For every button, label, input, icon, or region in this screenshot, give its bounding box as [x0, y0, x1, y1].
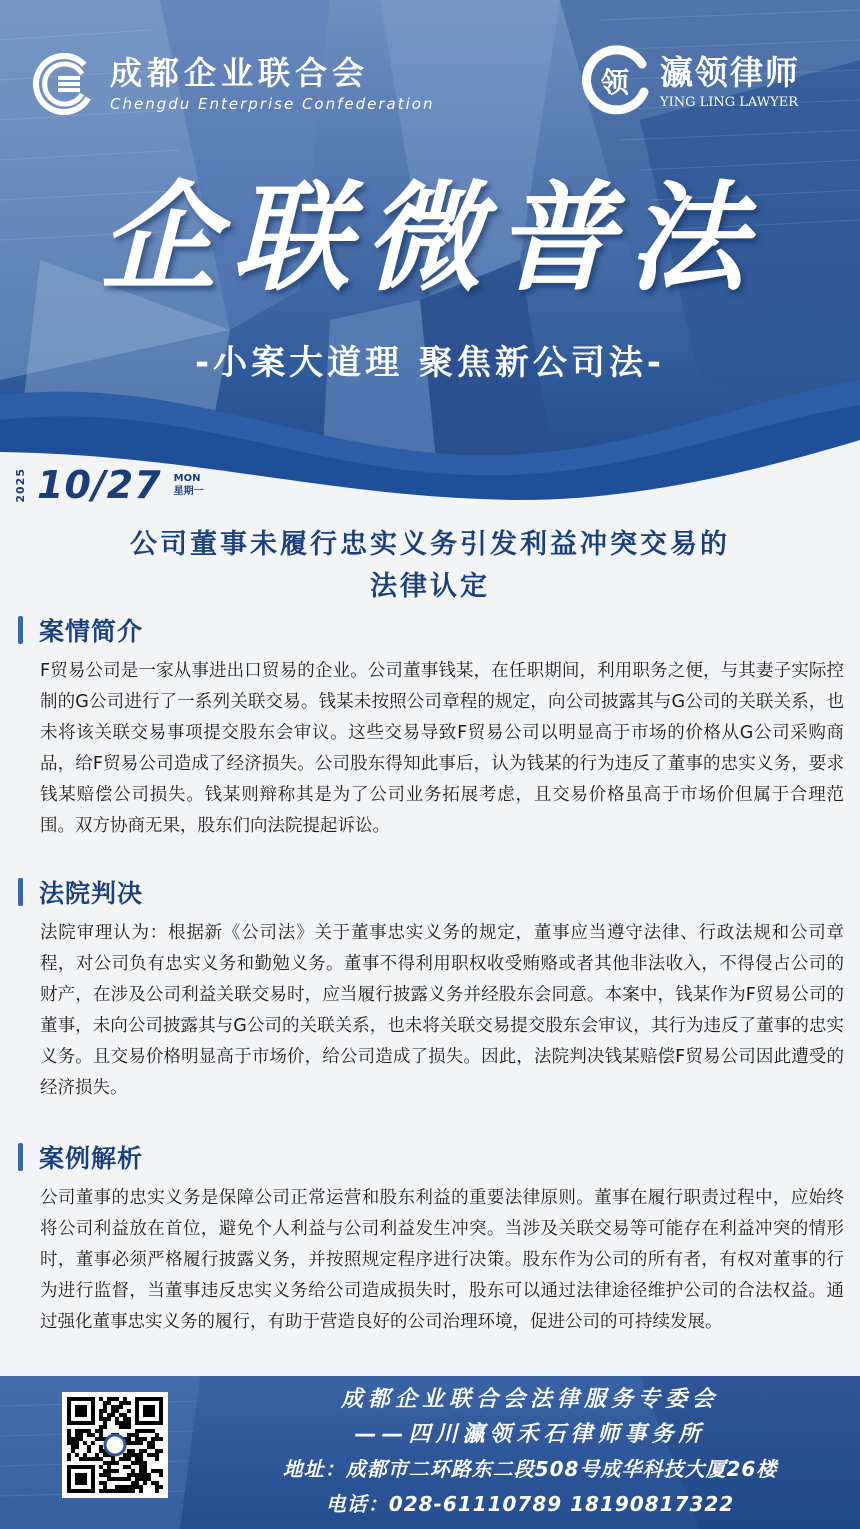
section-bar-icon [18, 878, 23, 906]
law-firm-name-cn: 瀛领律师 [660, 52, 800, 92]
org-name-cn: 成都企业联合会 [110, 54, 370, 92]
section-bar-icon [18, 1143, 23, 1171]
brush-seal-icon [576, 42, 654, 120]
section-case-summary [18, 610, 844, 842]
section-court-judgment [18, 872, 844, 1104]
date-stamp [14, 460, 204, 510]
org-logo [32, 52, 434, 116]
date-year: 2025 [14, 467, 27, 503]
section-case-analysis [18, 1137, 844, 1338]
org-logo-icon [32, 52, 96, 116]
article-title-line1: 公司董事未履行忠实义务引发利益冲突交易的 [130, 529, 730, 560]
section-title: 案情简介 [39, 617, 144, 646]
section-body: 法院审理认为：根据新《公司法》关于董事忠实义务的规定，董事应当遵守法律、行政法规和公司章程，对公司负有忠实义务和勤勉义务。董事不得利用职权收受贿赂或者其他非法收入，不得侵占公司的财产，在涉及公司利益关联交易时，应当履行披露义务并经股东会同意。本案中，钱某作为F贸易公司的董事，未向公司披露其与G公司的关联关系，也未将关联交易提交股东会审议，其行为违反了董事的忠实义务。且交易价格明显高于市场价，给公司造成了损失。因此，法院判决钱某赔偿F贸易公司因此遭受的经济损失。 [40, 923, 844, 1098]
section-heading [18, 610, 844, 650]
footer-law-firm: ——四川瀛领禾石律师事务所 [354, 1422, 706, 1447]
footer-phone: 电话：028-61110789 18190817322 [325, 1492, 735, 1516]
weekday [174, 472, 204, 498]
footer-text [220, 1382, 840, 1522]
section-title: 法院判决 [39, 879, 144, 908]
section-heading [18, 872, 844, 912]
article-title [20, 524, 840, 608]
law-firm-name-en: YING LING LAWYER [660, 94, 798, 110]
footer-committee: 成都企业联合会法律服务专委会 [340, 1387, 719, 1412]
law-firm-logo [576, 42, 800, 120]
qr-code-icon [67, 1397, 163, 1493]
weekday-cn: 星期一 [173, 486, 204, 497]
section-heading [18, 1137, 844, 1177]
org-name-en: Chengdu Enterprise Confederation [110, 95, 435, 113]
section-bar-icon [18, 616, 23, 644]
section-body: 公司董事的忠实义务是保障公司正常运营和股东利益的重要法律原则。董事在履行职责过程中，应始终将公司利益放在首位，避免个人利益与公司利益发生冲突。当涉及关联交易等可能存在利益冲突的情形时，董事必须严格履行披露义务，并按照规定程序进行决策。股东作为公司的所有者，有权对董事的行为进行监督，当董事违反忠实义务给公司造成损失时，股东可以通过法律途径维护公司的合法权益。通过强化董事忠实义务的履行，有助于营造良好的公司治理环境，促进公司的可持续发展。 [40, 1188, 844, 1332]
footer-banner [0, 1376, 860, 1529]
qr-code[interactable] [62, 1392, 168, 1498]
date-day: 10/27 [37, 463, 162, 507]
section-title: 案例解析 [39, 1144, 144, 1173]
article-title-line2: 法律认定 [370, 571, 490, 602]
subtitle: -小案大道理 聚焦新公司法- [194, 343, 666, 383]
main-title: 企联微普法 [99, 168, 760, 307]
section-body: F贸易公司是一家从事进出口贸易的企业。公司董事钱某，在任职期间，利用职务之便，与其妻子实际控制的G公司进行了一系列关联交易。钱某未按照公司章程的规定，向公司披露其与G公司的关联关系，也未将该关联交易事项提交股东会审议。这些交易导致F贸易公司以明显高于市场的价格从G公司采购商品，给F贸易公司造成了经济损失。公司股东得知此事后，认为钱某的行为违反了董事的忠实义务，要求钱某赔偿公司损失。钱某则辩称其是为了公司业务拓展考虑，且交易价格虽高于市场价但属于合理范围。双方协商无果，股东们向法院提起诉讼。 [40, 661, 844, 836]
seal-char: 领 [600, 66, 630, 99]
footer-address: 地址：成都市二环路东二段508号成华科技大厦26楼 [282, 1457, 778, 1481]
weekday-en: MON [173, 473, 201, 484]
header-banner [0, 0, 860, 500]
